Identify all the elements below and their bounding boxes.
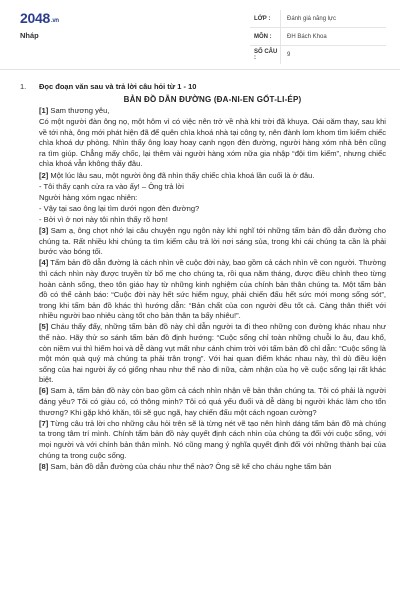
exam-meta-table (250, 10, 386, 64)
paragraph-text: Một lúc lâu sau, một người ông đã nhìn thấy chiếc chìa khoá lần cuối là ở đâu. (48, 170, 315, 180)
passage-paragraph (39, 258, 386, 322)
paragraph-text: - Bởi vì ở nơi này tôi nhìn thấy rõ hơn! (39, 214, 168, 224)
paragraph-number: [2] (39, 170, 49, 180)
page-header (0, 0, 400, 70)
paragraph-number: [8] (39, 461, 49, 471)
passage-paragraph (39, 215, 386, 226)
paragraph-text: Cháu thấy đấy, những tấm bản đồ này chỉ dẫn người ta đi theo những con đường khác nhau như thế nào. Hãy thử so sánh tấm bản đồ định hướng: “Cuộc sống chỉ toàn những chuỗi lo âu, đau khổ, còn niềm vui thì hiếm hoi và dễ dàng vụt mất như cánh chim trời với tấm bản đồ chỉ dẫn: “Cuộc sống là một món quà quý mà chúng ta phải trân trọng”. Với hai quan điểm khác nhau này, thì dù điều kiện sống của hai người ấy có giống nhau như thế nào đi nữa, cảm nhận của họ về cuộc sống lại rất khác biệt. (39, 322, 386, 385)
meta-value: 9 (287, 52, 291, 58)
passage-paragraph (39, 226, 386, 258)
paragraph-text: Sam thương yêu, (48, 106, 110, 115)
meta-value: Đánh giá năng lực (287, 15, 337, 22)
paragraph-number: [5] (39, 322, 49, 332)
paragraph-text: Có một người đàn ông nọ, một hôm vì có việc nên trở về nhà khi trời đã khuya. Oái oăm thay, sau khi về tới nhà, ông mới phát hiện đã để quên chìa khoá nhà tại công ty, nên đành lom khom tìm kiếm chiếc chìa khoá dự phòng. Nhìn thấy ông loay hoay cạnh ngọn đèn đường, người hàng xóm nhà bên cũng ra tìm giúp. Chẳng mấy chốc, lại thêm vài người hàng xóm nữa gia nhập “đội tìm kiếm”, nhưng chiếc chìa khoá vẫn không thấy đâu. (39, 117, 386, 169)
meta-value: ĐH Bách Khoa (287, 33, 327, 40)
passage-paragraph (39, 106, 386, 117)
question-body (39, 82, 386, 472)
paragraph-text: Sam ạ, ông chợt nhớ lại câu chuyện ngụ ngôn này khi nghĩ tới những tấm bản đồ dẫn đường cho chúng ta. Rất nhiều khi chúng ta tìm kiếm câu trả lời nơi sáng sủa, trong khi cái chúng ta cần là phải bước vào bóng tối. (39, 226, 386, 257)
passage-title: BẢN ĐỒ DẪN ĐƯỜNG (ĐA-NI-EN GỐT-LI-ÉP) (123, 95, 302, 104)
passage-paragraph (39, 419, 386, 461)
site-logo[interactable] (20, 10, 59, 26)
logo-suffix: .vn (50, 18, 59, 24)
draft-label: Nháp (20, 31, 39, 40)
paragraph-number: [7] (39, 418, 49, 428)
paragraph-text: Từng câu trả lời cho những câu hỏi trên sẽ là từng nét vẽ tạo nên hình dáng tấm bản đồ mà chúng ta trong tâm trí mình. Chính tấm bản đồ này quyết định cách nhìn của chúng ta đối với cuộc sống, với mọi người và với chính bản thân mình. Nó cũng mang ý nghĩa quyết định đối với những thành bại của chúng ta trong cuộc sống. (39, 418, 386, 460)
paragraph-number: [3] (39, 226, 49, 236)
paragraph-number: [6] (39, 386, 49, 396)
passage-paragraph (39, 182, 386, 193)
question-title: Đọc đoạn văn sau và trả lời câu hỏi từ 1 - 10 (39, 82, 197, 91)
meta-label: SỐ CÂU : (250, 46, 281, 64)
meta-row-subject (250, 28, 386, 46)
passage-paragraph (39, 322, 386, 386)
paragraph-number: [1] (39, 106, 49, 115)
logo-text: 2048 (20, 10, 50, 26)
passage-paragraph (39, 171, 386, 182)
question-number: 1. (20, 82, 27, 91)
passage-paragraph (39, 117, 386, 170)
paragraph-text: - Tôi thấy cạnh cửa ra vào ấy! – Ông trả lời (39, 181, 184, 191)
passage-paragraphs (39, 106, 386, 472)
paragraph-text: Tấm bản đồ dẫn đường là cách nhìn về cuộc đời này, bao gồm cả cách nhìn về con người. Thường thì cách nhìn này được truyền từ bố mẹ cho chúng ta, rồi qua năm tháng, được điều chỉnh theo từng hoàn cảnh sống, theo tôn giáo hay từ những kinh nghiệm của chính bản thân chúng ta. Một tấm bản đồ có thể cảnh báo: “Cuộc đời này hết sức hiểm nguy, phải chiến đấu hết sức mới mong sống sót”, trong khi tấm bản đồ khác thì hướng dẫn: “Bản chất của con người đều tốt cả. Càng thân thiết với nhiều người bao nhiêu càng tốt cho bản thân ta bấy nhiêu!”. (39, 258, 386, 321)
paragraph-number: [4] (39, 258, 49, 268)
question-content (20, 82, 386, 472)
paragraph-text: Sam, bản đồ dẫn đường của cháu như thế nào? Ông sẽ kể cho cháu nghe tấm bản (48, 461, 332, 471)
passage-paragraph (39, 462, 386, 473)
meta-row-count (250, 46, 386, 64)
meta-row-class (250, 10, 386, 28)
meta-label: MÔN : (250, 28, 281, 45)
paragraph-text: Sam à, tấm bản đồ này còn bao gồm cả cách nhìn nhận về bản thân chúng ta. Tôi có phải là người đáng yêu? Tôi có giàu có, có thông minh? Tôi có quá yếu đuối và dễ dàng bị người khác làm cho tổn thương? Khi gặp khó khăn, tôi sẽ gục ngã, hay chiến đấu một cách ngoan cường? (39, 386, 386, 417)
passage-paragraph (39, 386, 386, 418)
passage-paragraph (39, 204, 386, 215)
paragraph-text: - Vậy tại sao ông lại tìm dưới ngọn đèn đường? (39, 203, 200, 213)
paragraph-text: Người hàng xóm ngạc nhiên: (39, 192, 138, 202)
meta-label: LỚP : (250, 10, 281, 27)
passage-paragraph (39, 193, 386, 204)
